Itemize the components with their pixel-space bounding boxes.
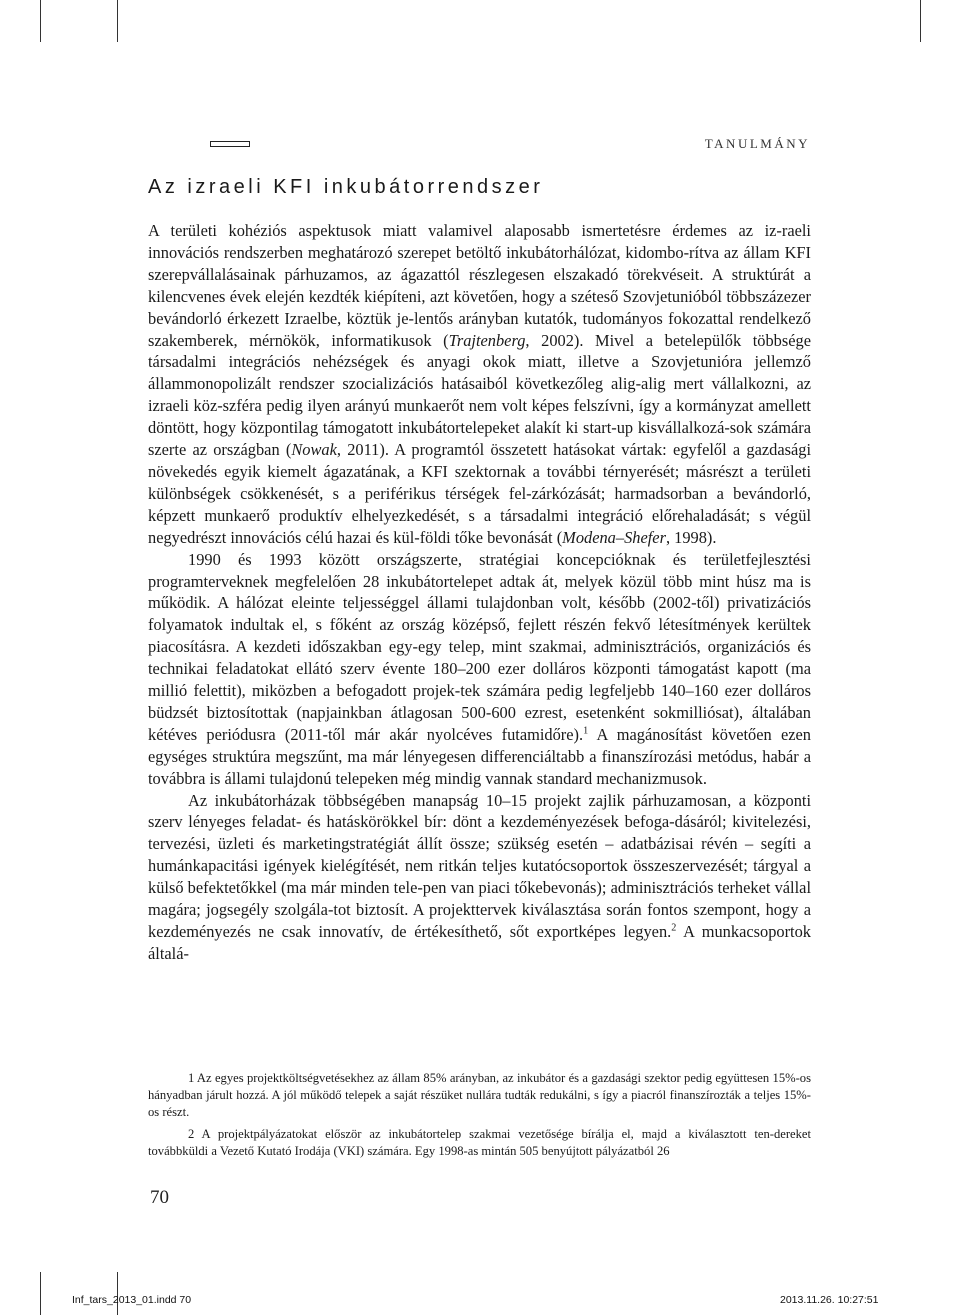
text-run: , 2002). Mivel a betelepülők többsége társadalmi integrációs nehézségek és anyagi okok miatt, illetve a Szovjetunióra jellemző állammonopolizált rendszer szocializációs hatásaiból következőleg alig-alig mert vállalkozni, az izraeli köz-szféra pedig ilyen arányú munkaerőt nem volt képes felszívni, így a kormányzat amellett döntött, hogy központilag támogatott inkubátortelepeket alakít ki start-up kisvállalkozá-sok számára szerte az országban ( bbox=[148, 330, 811, 460]
article-heading: Az izraeli KFI inkubátorrendszer bbox=[148, 176, 544, 198]
footnotes bbox=[148, 1070, 811, 1164]
citation-author: Modena–Shefer bbox=[562, 527, 666, 547]
slug-timestamp: 2013.11.26. 10:27:51 bbox=[780, 1294, 879, 1306]
citation-author: Nowak bbox=[291, 440, 337, 460]
slug-file: Inf_tars_2013_01.indd 70 bbox=[72, 1294, 192, 1306]
footnote-ref: 2 bbox=[671, 922, 677, 934]
text-run: A magánosítást követően ezen egységes struktúra megszűnt, ma már lényegesen differenciáltabb a finanszírozási metódus, habár a továbbra is állami tulajdonú telepeken még mindig vannak standard mechanizmusok. bbox=[148, 724, 811, 788]
body-paragraph bbox=[148, 220, 811, 549]
footnote-ref: 1 bbox=[583, 725, 589, 737]
crop-mark-top-left bbox=[40, 0, 41, 42]
crop-mark-top-left-2 bbox=[117, 0, 118, 42]
section-label: TANULMÁNY bbox=[704, 136, 810, 151]
text-run: 1990 és 1993 között országszerte, stratégiai koncepcióknak és területfejlesztési programterveknek megfelelően 28 inkubátortelepet adtak át, melyek közül több mint húsz ma is működik. A hálózat eleinte teljességgel állami tulajdonban volt, később (2002-től) privatizációs folyamatok indultak el, s főként az ország középső, fejlett részén fekvő létesítmények kerültek piacosításra. A kezdeti időszakban egy-egy telep, mint szakmai, adminisztrációs, organizációs és technikai feladatokat ellátó szerv évente 180–200 ezer dolláros központi támogatást kapott (ma millió felettit), miközben a befogadott projek-tek számára pedig legfeljebb 140–160 ezer dolláros büdzsét biztosítottak (napjainkban átlagosan 500-600 ezrest, esetenként sokmilliósat), általában kétéves periódusra (2011-től már akár nyolcéves futamidőre). bbox=[148, 549, 811, 744]
header-bar-mark bbox=[210, 141, 250, 147]
body-paragraph bbox=[148, 790, 811, 965]
text-run: A területi kohéziós aspektusok miatt valamivel alaposabb ismertetésre érdemes az iz-raeli innovációs rendszerben meghatározó szerepet betöltő inkubátorhálózat, kidombo-rítva az állam KFI szerepvállalásainak párhuzamos, az ágazattól részlegesen elszakadó törekvéseit. A struktúrát a kilencvenes évek elején kezdték kiépíteni, azt követően, hogy a széteső Szovjetunióból többszázezer bevándorló érkezett Izraelbe, köztük je-lentős arányban kutatók, tudományos fokozattal rendelkező szakemberek, mérnökök, informatikusok ( bbox=[148, 221, 811, 350]
page-number: 70 bbox=[150, 1187, 169, 1208]
crop-mark-top-right bbox=[920, 0, 921, 42]
article-body bbox=[148, 220, 811, 965]
footnote: 2 A projektpályázatokat először az inkubátortelep szakmai vezetősége bírálja el, majd a kiválasztott ten-dereket továbbküldi a Vezető Kutató Irodája (VKI) számára. Egy 1998-as mintán 505 benyújtott pályázatból 26 bbox=[148, 1126, 811, 1158]
footnote: 1 Az egyes projektköltségvetésekhez az állam 85% arányban, az inkubátor és a gazdasági szektor pedig együttesen 15%-os hányadban járult hozzá. A jól működő telepek a saját részüket nullára tudták redukálni, s így a piacról finanszírozták a teljes 15%-os részt. bbox=[148, 1071, 811, 1120]
text-run: , 2011). A programtól összetett hatásokat vártak: egyfelől a gazdasági növekedés egyik kiemelt ágazatának, a KFI szektornak a további térnyerését; másrészt a területi különbségek csökkenését, s a periférikus térségek fel-zárkózását; harmadsorban a bevándorló, képzett munkaerő produktív elhelyezkedését, s a társadalmi integráció előrehaladását; s végül negyedrészt innovációs célú hazai és kül-földi tőke bevonását ( bbox=[148, 440, 811, 547]
text-run: , 1998). bbox=[665, 527, 717, 547]
citation-author: Trajtenberg bbox=[448, 330, 526, 350]
text-run: A munkacsoportok általá- bbox=[148, 922, 811, 963]
body-paragraph bbox=[148, 549, 811, 790]
crop-mark-bottom-left-2 bbox=[40, 1272, 41, 1315]
text-run: Az inkubátorházak többségében manapság 10–15 projekt zajlik párhuzamosan, a központi szerv lényeges feladat- és hatáskörökkel bír: dönt a kezdeményezések befoga-dásáról; kivitelezési, tervezési, üzleti és marketingstratégiát állít össze; szükség esetén – adatbázisai révén – segíti a humánkapacitási igények kielégítését, nem ritkán teljes kutatócsoportok összeszervezését; tárgyal a külső befektetőkkel (ma már minden tele-pen van piaci tőkebevonás); adminisztrációs terheket vállal magára; jogsegély szolgála-tot biztosít. A projekttervek kiválasztása során fontos szempont, hogy a kezdeményezés ne csak innovatív, de értékesíthető, sőt exportképes legyen. bbox=[148, 790, 811, 941]
